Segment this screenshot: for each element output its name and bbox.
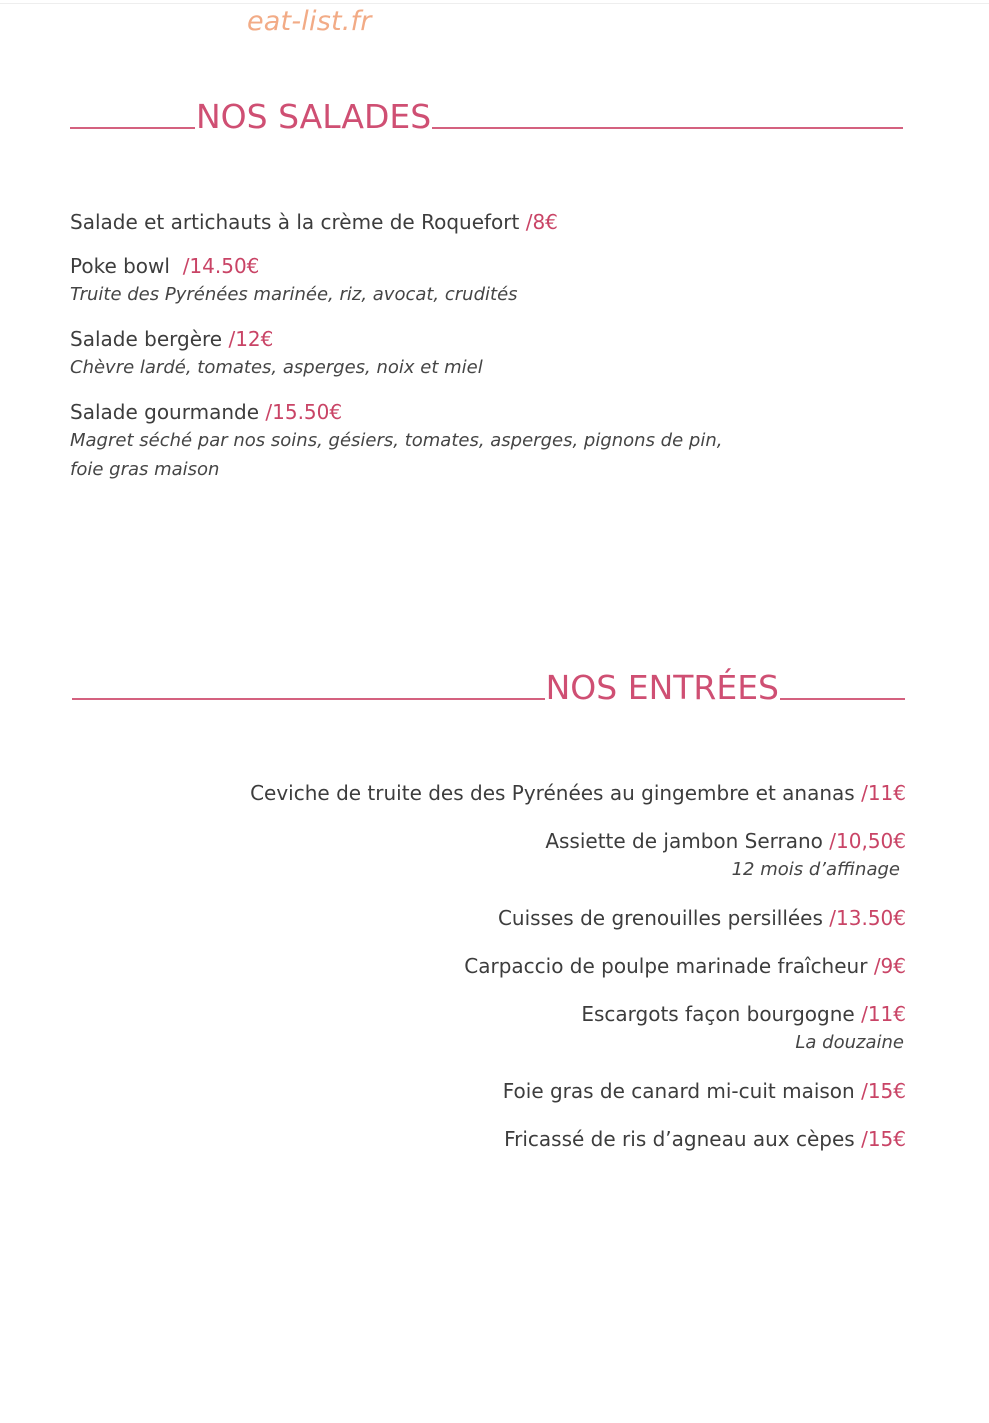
menu-item-title — [70, 208, 906, 236]
menu-item-name: Assiette de jambon Serrano — [545, 829, 823, 853]
menu-item-name: Fricassé de ris d’agneau aux cèpes — [504, 1127, 855, 1151]
salades-rule-left — [70, 127, 195, 129]
menu-item-name: Poke bowl — [70, 254, 170, 278]
menu-item — [70, 779, 906, 807]
menu-item — [70, 952, 906, 980]
menu-item-title — [70, 1125, 906, 1153]
menu-item-price: /12€ — [228, 327, 274, 351]
menu-item-description: Chèvre lardé, tomates, asperges, noix et miel — [70, 357, 483, 378]
menu-item-name: Salade gourmande — [70, 400, 260, 424]
menu-item-title — [70, 325, 906, 353]
entrees-heading — [72, 668, 905, 707]
menu-item-name: Salade et artichauts à la crème de Roquefort — [70, 210, 520, 234]
menu-item-name: Carpaccio de poulpe marinade fraîcheur — [464, 954, 868, 978]
salades-heading — [70, 97, 903, 136]
menu-item-name: Escargots façon bourgogne — [581, 1002, 855, 1026]
menu-item — [70, 1125, 906, 1153]
menu-item — [70, 252, 906, 309]
menu-item-title — [70, 904, 906, 932]
salades-rule-right — [432, 127, 903, 129]
menu-item-price: /8€ — [525, 210, 558, 234]
menu-item-description: Truite des Pyrénées marinée, riz, avocat, crudités — [70, 284, 518, 305]
menu-item — [70, 1077, 906, 1105]
menu-item — [70, 325, 906, 382]
menu-item — [70, 827, 906, 884]
menu-item — [70, 1000, 906, 1057]
menu-item-price: /11€ — [861, 1002, 906, 1026]
menu-item — [70, 904, 906, 932]
menu-item-price: /15€ — [861, 1079, 906, 1103]
menu-item-title — [70, 827, 906, 855]
menu-item-price: /11€ — [861, 781, 906, 805]
menu-item-description: Magret séché par nos soins, gésiers, tomates, asperges, pignons de pin, foie gras maison — [70, 430, 723, 480]
menu-item-price: /9€ — [873, 954, 906, 978]
menu-item-description: La douzaine — [795, 1032, 904, 1053]
menu-item-price: /15€ — [861, 1127, 906, 1151]
salades-list — [70, 208, 906, 500]
menu-item-price: /13.50€ — [829, 906, 906, 930]
menu-item-title — [70, 1000, 906, 1028]
menu-item-name: Foie gras de canard mi-cuit maison — [502, 1079, 855, 1103]
entrees-list — [70, 779, 906, 1173]
top-border — [0, 3, 989, 4]
entrees-rule-left — [72, 698, 545, 700]
menu-item-price: /15.50€ — [265, 400, 343, 424]
menu-item-title — [70, 952, 906, 980]
menu-item-price: /14.50€ — [182, 254, 260, 278]
menu-item-title — [70, 779, 906, 807]
menu-item-description: 12 mois d’affinage — [731, 859, 900, 880]
menu-item-price: /10,50€ — [829, 829, 906, 853]
entrees-rule-right — [780, 698, 905, 700]
menu-item-title — [70, 1077, 906, 1105]
menu-item — [70, 208, 906, 236]
menu-item-name: Salade bergère — [70, 327, 223, 351]
menu-item-name: Ceviche de truite des des Pyrénées au gingembre et ananas — [250, 781, 855, 805]
menu-item-title — [70, 398, 906, 426]
menu-item-name: Cuisses de grenouilles persillées — [497, 906, 823, 930]
watermark: eat-list.fr — [247, 6, 372, 37]
salades-heading-text: NOS SALADES — [196, 97, 432, 136]
menu-item-title — [70, 252, 906, 280]
menu-item — [70, 398, 906, 484]
entrees-heading-text: NOS ENTRÉES — [545, 668, 779, 707]
